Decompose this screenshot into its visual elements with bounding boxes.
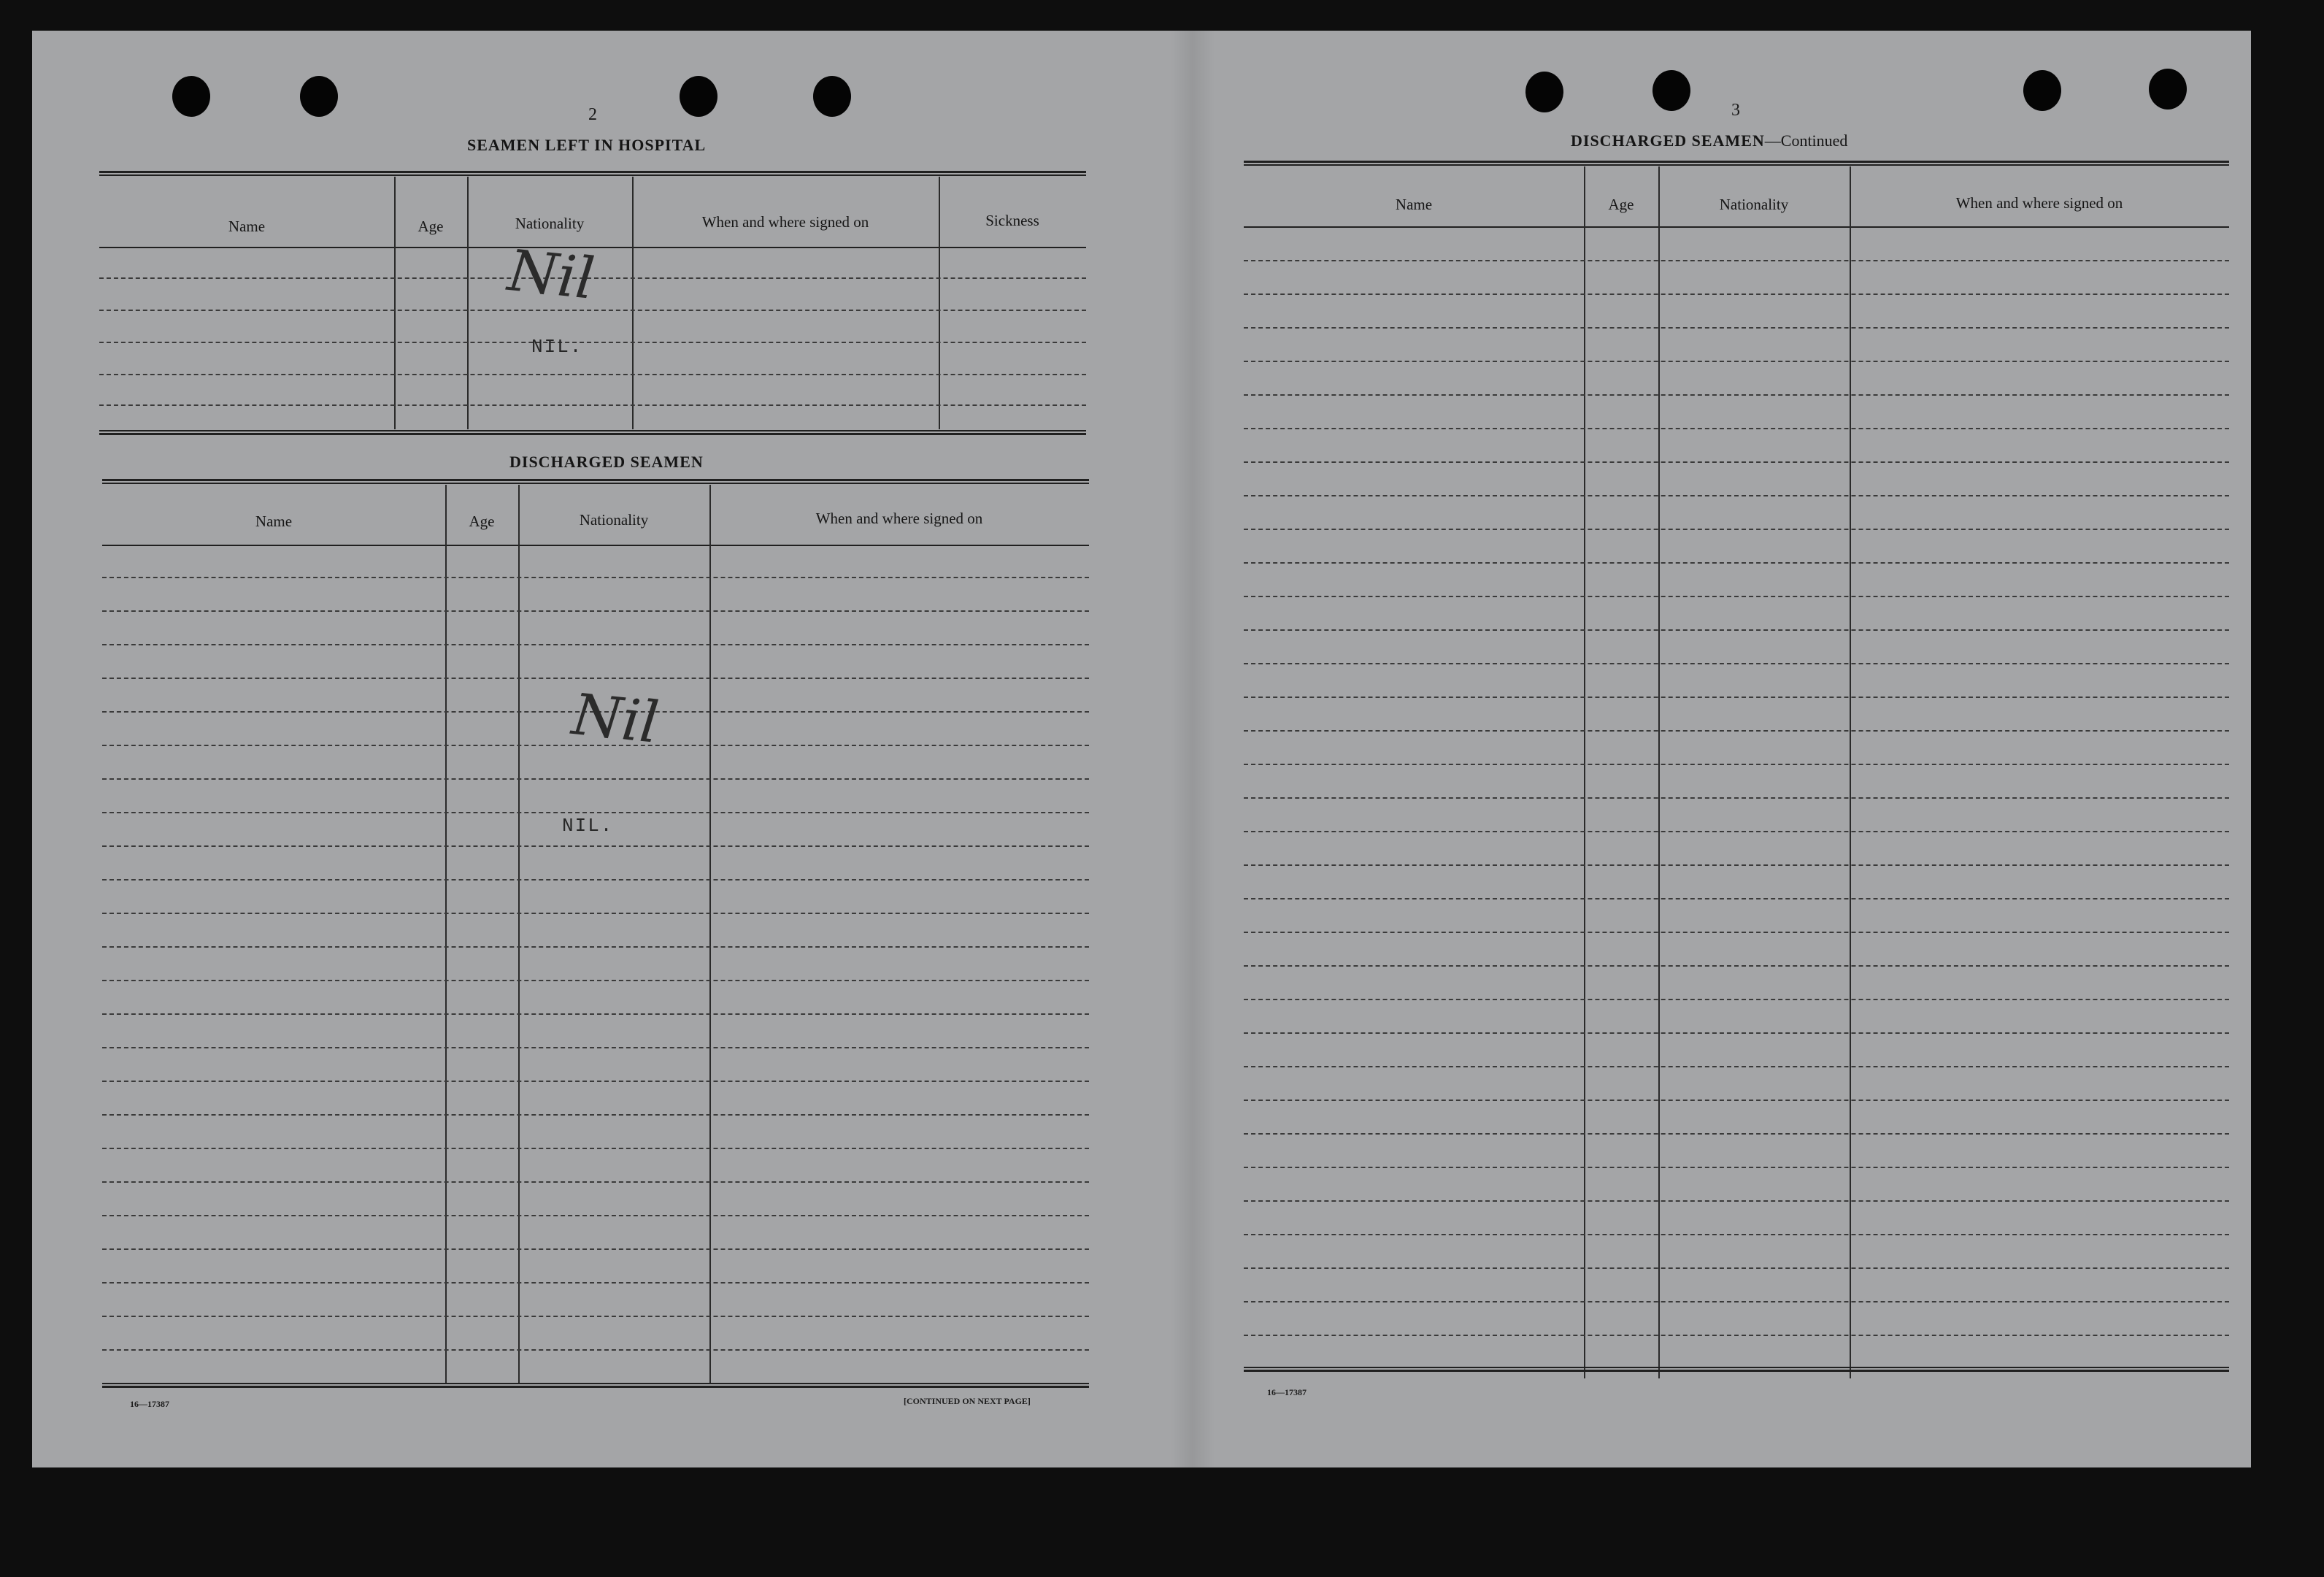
- discharged-section-title: DISCHARGED SEAMEN: [509, 453, 704, 471]
- header-rule: [1244, 226, 2229, 228]
- column-header-age: Age: [469, 513, 495, 530]
- page-number: 3: [1731, 101, 1740, 120]
- entry-line: [102, 1114, 1089, 1116]
- table-bottom-rule: [1244, 1367, 2229, 1372]
- entry-line: [102, 1013, 1089, 1015]
- entry-line: [1244, 663, 2229, 664]
- column-header-age: Age: [418, 218, 444, 235]
- entry-line: [1244, 1100, 2229, 1101]
- entry-line: [102, 577, 1089, 578]
- entry-line: [1244, 260, 2229, 261]
- entry-line: [102, 778, 1089, 780]
- title-text: DISCHARGED SEAMEN: [1571, 131, 1765, 150]
- entry-line: [1244, 1301, 2229, 1302]
- table-bottom-rule: [102, 1383, 1089, 1388]
- entry-line: [102, 1081, 1089, 1082]
- entry-line: [102, 1148, 1089, 1149]
- column-header-signed-on: When and where signed on: [1955, 194, 2123, 212]
- column-header-name: Name: [1395, 196, 1433, 213]
- entry-line: [1244, 529, 2229, 530]
- typed-nil: NIL.: [531, 336, 583, 358]
- entry-line: [102, 1181, 1089, 1183]
- punch-hole: [2149, 69, 2187, 110]
- column-divider: [394, 177, 396, 429]
- entry-line: [1244, 1066, 2229, 1067]
- punch-hole: [680, 76, 717, 117]
- entry-line: [1244, 1200, 2229, 1202]
- title-suffix: —Continued: [1764, 131, 1848, 150]
- entry-line: [102, 946, 1089, 948]
- entry-line: [102, 1215, 1089, 1216]
- table-top-rule: [1244, 161, 2229, 166]
- column-header-signed-on: When and where signed on: [701, 213, 869, 231]
- entry-line: [1244, 1133, 2229, 1135]
- entry-line: [102, 1248, 1089, 1250]
- column-header-nationality: Nationality: [515, 215, 585, 232]
- entry-line: [1244, 797, 2229, 799]
- column-header-nationality: Nationality: [1719, 196, 1789, 213]
- punch-hole: [813, 76, 851, 117]
- form-number: 16—17387: [130, 1399, 169, 1409]
- hospital-section-title: SEAMEN LEFT IN HOSPITAL: [467, 136, 707, 154]
- punch-hole: [172, 76, 210, 117]
- entry-line: [102, 610, 1089, 612]
- entry-line: [1244, 495, 2229, 496]
- entry-line: [99, 404, 1086, 406]
- handwritten-nil: Nil: [569, 682, 662, 756]
- entry-line: [102, 845, 1089, 847]
- column-divider: [467, 177, 469, 429]
- continued-note: [CONTINUED ON NEXT PAGE]: [904, 1396, 1031, 1406]
- entry-line: [1244, 1032, 2229, 1034]
- document-sheet: [32, 31, 2251, 1467]
- entry-line: [102, 879, 1089, 880]
- entry-line: [1244, 596, 2229, 597]
- discharged-table: [102, 479, 1089, 1390]
- entry-line: [1244, 562, 2229, 564]
- hospital-table: [99, 171, 1086, 435]
- column-divider: [632, 177, 634, 429]
- entry-line: [102, 644, 1089, 645]
- entry-line: [1244, 1335, 2229, 1336]
- punch-hole: [300, 76, 338, 117]
- entry-line: [1244, 361, 2229, 362]
- entry-line: [102, 812, 1089, 813]
- typed-nil: NIL.: [562, 815, 614, 837]
- table-top-rule: [102, 479, 1089, 484]
- entry-line: [1244, 1167, 2229, 1168]
- entry-line: [1244, 999, 2229, 1000]
- entry-line: [99, 310, 1086, 311]
- entry-line: [1244, 730, 2229, 732]
- entry-line: [1244, 327, 2229, 329]
- column-header-age: Age: [1608, 196, 1634, 213]
- entry-line: [1244, 764, 2229, 765]
- column-header-sickness: Sickness: [985, 212, 1039, 229]
- entry-line: [1244, 1267, 2229, 1269]
- header-rule: [102, 545, 1089, 546]
- entry-line: [102, 980, 1089, 981]
- entry-line: [99, 342, 1086, 343]
- column-divider: [939, 177, 940, 429]
- entry-line: [1244, 864, 2229, 866]
- punch-hole: [1525, 72, 1563, 112]
- form-number: 16—17387: [1267, 1387, 1307, 1397]
- column-header-name: Name: [255, 513, 293, 530]
- entry-line: [1244, 394, 2229, 396]
- entry-line: [1244, 898, 2229, 899]
- entry-line: [1244, 697, 2229, 698]
- punch-hole: [1652, 70, 1690, 111]
- entry-line: [102, 1316, 1089, 1317]
- table-top-rule: [99, 171, 1086, 176]
- punch-hole: [2023, 70, 2061, 111]
- entry-line: [1244, 461, 2229, 463]
- entry-line: [102, 1349, 1089, 1351]
- entry-line: [1244, 293, 2229, 295]
- page-number: 2: [588, 105, 597, 124]
- table-bottom-rule: [99, 430, 1086, 435]
- entry-line: [1244, 965, 2229, 967]
- column-divider: [1584, 166, 1585, 1378]
- column-divider: [1850, 166, 1851, 1378]
- entry-line: [1244, 831, 2229, 832]
- column-header-nationality: Nationality: [579, 511, 649, 529]
- entry-line: [102, 678, 1089, 679]
- entry-line: [1244, 629, 2229, 631]
- column-header-signed-on: When and where signed on: [815, 510, 983, 527]
- entry-line: [1244, 932, 2229, 933]
- discharged-continued-table: [1244, 161, 2229, 1384]
- entry-line: [102, 913, 1089, 914]
- column-divider: [1658, 166, 1660, 1378]
- page-fold: [1171, 31, 1215, 1467]
- entry-line: [1244, 428, 2229, 429]
- entry-line: [1244, 1234, 2229, 1235]
- entry-line: [99, 374, 1086, 375]
- handwritten-nil: Nil: [504, 238, 598, 312]
- discharged-continued-title: [1571, 131, 1847, 150]
- entry-line: [102, 1047, 1089, 1048]
- column-header-name: Name: [228, 218, 266, 235]
- entry-line: [102, 1282, 1089, 1284]
